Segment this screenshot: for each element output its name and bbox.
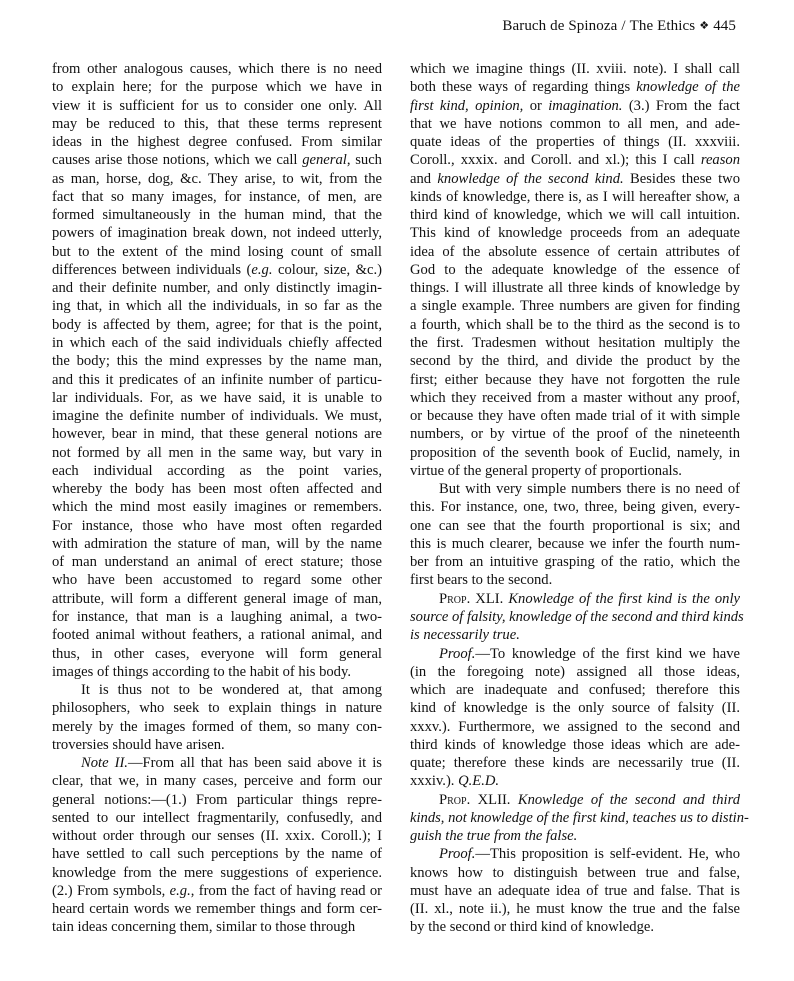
text-line: knowledge from the mere suggestions of experience. [52,864,382,881]
text-line: Prop. XLII. Knowledge of the second and third [439,791,740,808]
small-caps-label: Prop. [439,590,471,607]
italic-text: kinds, not knowledge of the first kind, teaches us to distin- [410,809,749,826]
italic-text: imagination. [548,97,623,114]
text-line: proposition of the seventh book of Euclid, namely, in [410,444,740,461]
text-line: which are inadequate and confused; therefore this [410,682,740,699]
text-line: second by the third, and divide the product by the [410,353,740,370]
text-line: numbers, or by virtue of the proof of the nineteenth [410,426,740,443]
text-line: causes arise those notions, which we call general, such [52,152,382,169]
text-line: troversies should have arisen. [52,736,225,753]
italic-text: Q.E.D. [458,773,500,790]
text-line: imagine the definite number of individuals. We must, [52,408,382,425]
right-column [410,60,749,937]
italic-text: e.g. [169,882,191,899]
text-line: Prop. XLI. Knowledge of the first kind is the only [439,590,740,607]
text-line: ber from an intuitive grasping of the ratio, which the [410,554,740,571]
text-line: by the second or third kind of knowledge. [410,919,654,936]
text-line [410,809,749,827]
text-line: this is much clearer, because we infer the fourth num- [410,535,740,552]
italic-text: Proof. [439,645,476,662]
text-line: and knowledge of the second kind. Besides these two [410,170,740,187]
text-line: for instance, that man is a laughing animal, a two- [52,608,382,625]
text-line: This kind of knowledge proceeds from an adequate [410,225,740,242]
text-line: third kind of knowledge, which we will call intuition. [410,207,740,224]
text-line: For instance, those who have most often regarded [52,517,382,534]
text-line: things. I will illustrate all three kinds of knowledge by [410,280,740,297]
italic-text: Knowledge of the first kind is the only [508,590,740,607]
text-line: differences between individuals (e.g. colour, size, &c.) [52,261,383,278]
text-line: which we imagine things (II. xviii. note). I shall call [410,61,740,77]
text-line: this. For instance, one, two, three, being given, every- [410,499,740,516]
text-line: clear, that we, in many cases, perceive and form our [52,773,382,790]
text-line: in which each of the said individuals chiefly affected [52,334,382,351]
text-line: (II. xl., note ii.), he must know the true and the false [410,901,740,918]
text-line: quate; therefore these kinds are necessarily true (II. [410,755,740,772]
text-line: But with very simple numbers there is no need of [439,481,740,498]
text-line: first kind, opinion, or imagination. (3.) From the fact [410,97,740,114]
text-line: God to the adequate knowledge of the essence of [410,261,740,278]
text-line: however, bear in mind, that these general notions are [52,426,382,443]
text-line: which they received from a master without any proof, [410,389,740,406]
text-line: not formed by all men in the same way, but vary in [52,444,382,461]
text-line: virtue of the general property of proportionals. [410,462,682,479]
header-work: The Ethics [629,18,696,34]
text-line: lar individuals. For, as we have said, it is unable to [52,389,382,406]
text-line: Proof.—This proposition is self-evident. He, who [439,846,740,863]
italic-text: source of falsity, knowledge of the second and third kinds [410,608,744,625]
text-line: Note II.—From all that has been said above it is [81,755,382,772]
text-line: It is thus not to be wondered at, that among [81,682,382,699]
text-line: from other analogous causes, which there is no need [52,61,382,77]
text-line: and this it predicates of an infinite number of particu- [52,371,382,388]
text-line: may be reduced to this, that these terms represent [52,115,382,132]
text-line: each individual according as the point varies, [52,462,382,479]
text-line: one can see that the fourth proportional is six; and [410,517,740,534]
text-line: philosophers, who seek to explain things in nature [52,700,382,717]
text-line: body is affected by them, agree; for that is the point, [52,316,382,333]
text-line: have settled to call such perceptions by the name of [52,846,382,863]
text-line: which the mind most easily imagines or remembers. [52,499,382,516]
italic-text: is necessarily true. [410,627,520,644]
text-line: a single example. Three numbers are given for finding [410,298,740,315]
text-line: footed animal without feathers, a rational animal, and [52,627,382,644]
small-caps-label: Prop. [439,791,471,808]
text-line: xxxv.). Furthermore, we assigned to the second and [410,718,740,735]
text-line: (2.) From symbols, e.g., from the fact of having read or [52,882,382,899]
text-line: that we have notions common to all men, and ade- [410,115,740,132]
text-line: third kinds of knowledge those ideas which are ade- [410,736,740,753]
text-line: to explain here; for the purpose which we have in [52,79,382,96]
italic-text: e.g. [251,261,273,278]
text-line: ing that, in which all the individuals, in so far as the [52,298,382,315]
text-line: with admiration the stature of man, will by the name [52,535,382,552]
text-line: must have an adequate idea of true and false. That is [410,882,740,899]
text-line [410,626,740,644]
italic-text: guish the true from the false. [410,828,578,845]
header-separator: / [621,18,626,34]
text-line: attribute, will form a different general image of man, [52,590,382,607]
text-line [410,827,740,845]
text-line [410,608,744,626]
text-line: knows how to distinguish between true and false, [410,864,740,881]
text-line: and their definite number, and only distinctly imagin- [52,280,382,297]
header-author: Baruch de Spinoza [502,18,618,34]
text-line: first; either because they have not forgotten the rule [410,371,740,388]
text-line: sented to our intellect fragmentarily, confusedly, and [52,809,382,826]
text-line: idea of the absolute essence of certain attributes of [410,243,740,260]
italic-text: reason [700,152,740,169]
text-line: kinds of knowledge, there is, as I will hereafter show, a [410,188,740,205]
italic-text: Knowledge of the second and third [517,791,740,808]
italic-text: first kind, opinion, [410,97,524,114]
text-line: view it is sufficient for us to consider one only. All [52,97,382,114]
text-line: fact that so many images, for instance, of men, are [52,188,382,205]
text-line: a fourth, which shall be to the third as the second is to [410,316,740,333]
text-line: kind of knowledge is the only source of falsity (II. [410,700,740,717]
text-line: but to the extent of the mind losing count of small [52,243,382,260]
text-line: xxxiv.). Q.E.D. [410,773,500,790]
text-line: whereby the body has been most often affected and [52,481,382,498]
text-line: (in the foregoing note) assigned all those ideas, [410,663,740,680]
text-line: who have been accustomed to regard some other [52,572,382,589]
text-line: general notions:—(1.) From particular things repre- [52,791,382,808]
text-line: Proof.—To knowledge of the first kind we have [439,645,740,662]
italic-text: knowledge of the second kind. [437,170,624,187]
text-line: tain ideas concerning them, similar to those through [52,919,356,936]
text-line: heard certain words we remember things and form cer- [52,901,382,918]
text-line: thus, in other cases, everyone will form general [52,645,382,662]
text-line: formed simultaneously in the human mind, that the [52,207,382,224]
text-line: images of things according to the habit of his body. [52,663,351,680]
text-line: first bears to the second. [410,572,553,589]
text-line: quate ideas of the properties of things (II. xxxviii. [410,134,740,151]
text-line: the body; this the mind expresses by the name man, [52,353,382,370]
text-line: powers of imagination break down, not indeed utterly, [52,225,382,242]
italic-text: knowledge of the [636,79,740,96]
text-line: as man, horse, dog, &c. They arise, to wit, from the [52,170,382,187]
italic-text: Proof. [439,846,476,863]
text-line: merely by the images formed of them, so many con- [52,718,382,735]
text-line: without order through our senses (II. xxix. Coroll.); I [52,828,382,845]
running-head [502,18,736,35]
text-line: both these ways of regarding things knowledge of the [410,79,740,96]
text-line: the first. Tradesmen without hesitation multiply the [410,334,740,351]
text-line: ideas in the highest degree confused. From similar [52,134,382,151]
left-column [52,60,382,937]
italic-text: general [302,152,347,169]
italic-text: Note II. [81,755,128,772]
ornament-icon: ❖ [699,20,710,32]
page-number: 445 [713,18,736,34]
text-line: of man understand an animal of erect stature; those [52,554,382,571]
text-line: Coroll., xxxix. and Coroll. and xl.); this I call reason [410,152,740,169]
text-line: or because they have often made trial of it with simple [410,408,740,425]
